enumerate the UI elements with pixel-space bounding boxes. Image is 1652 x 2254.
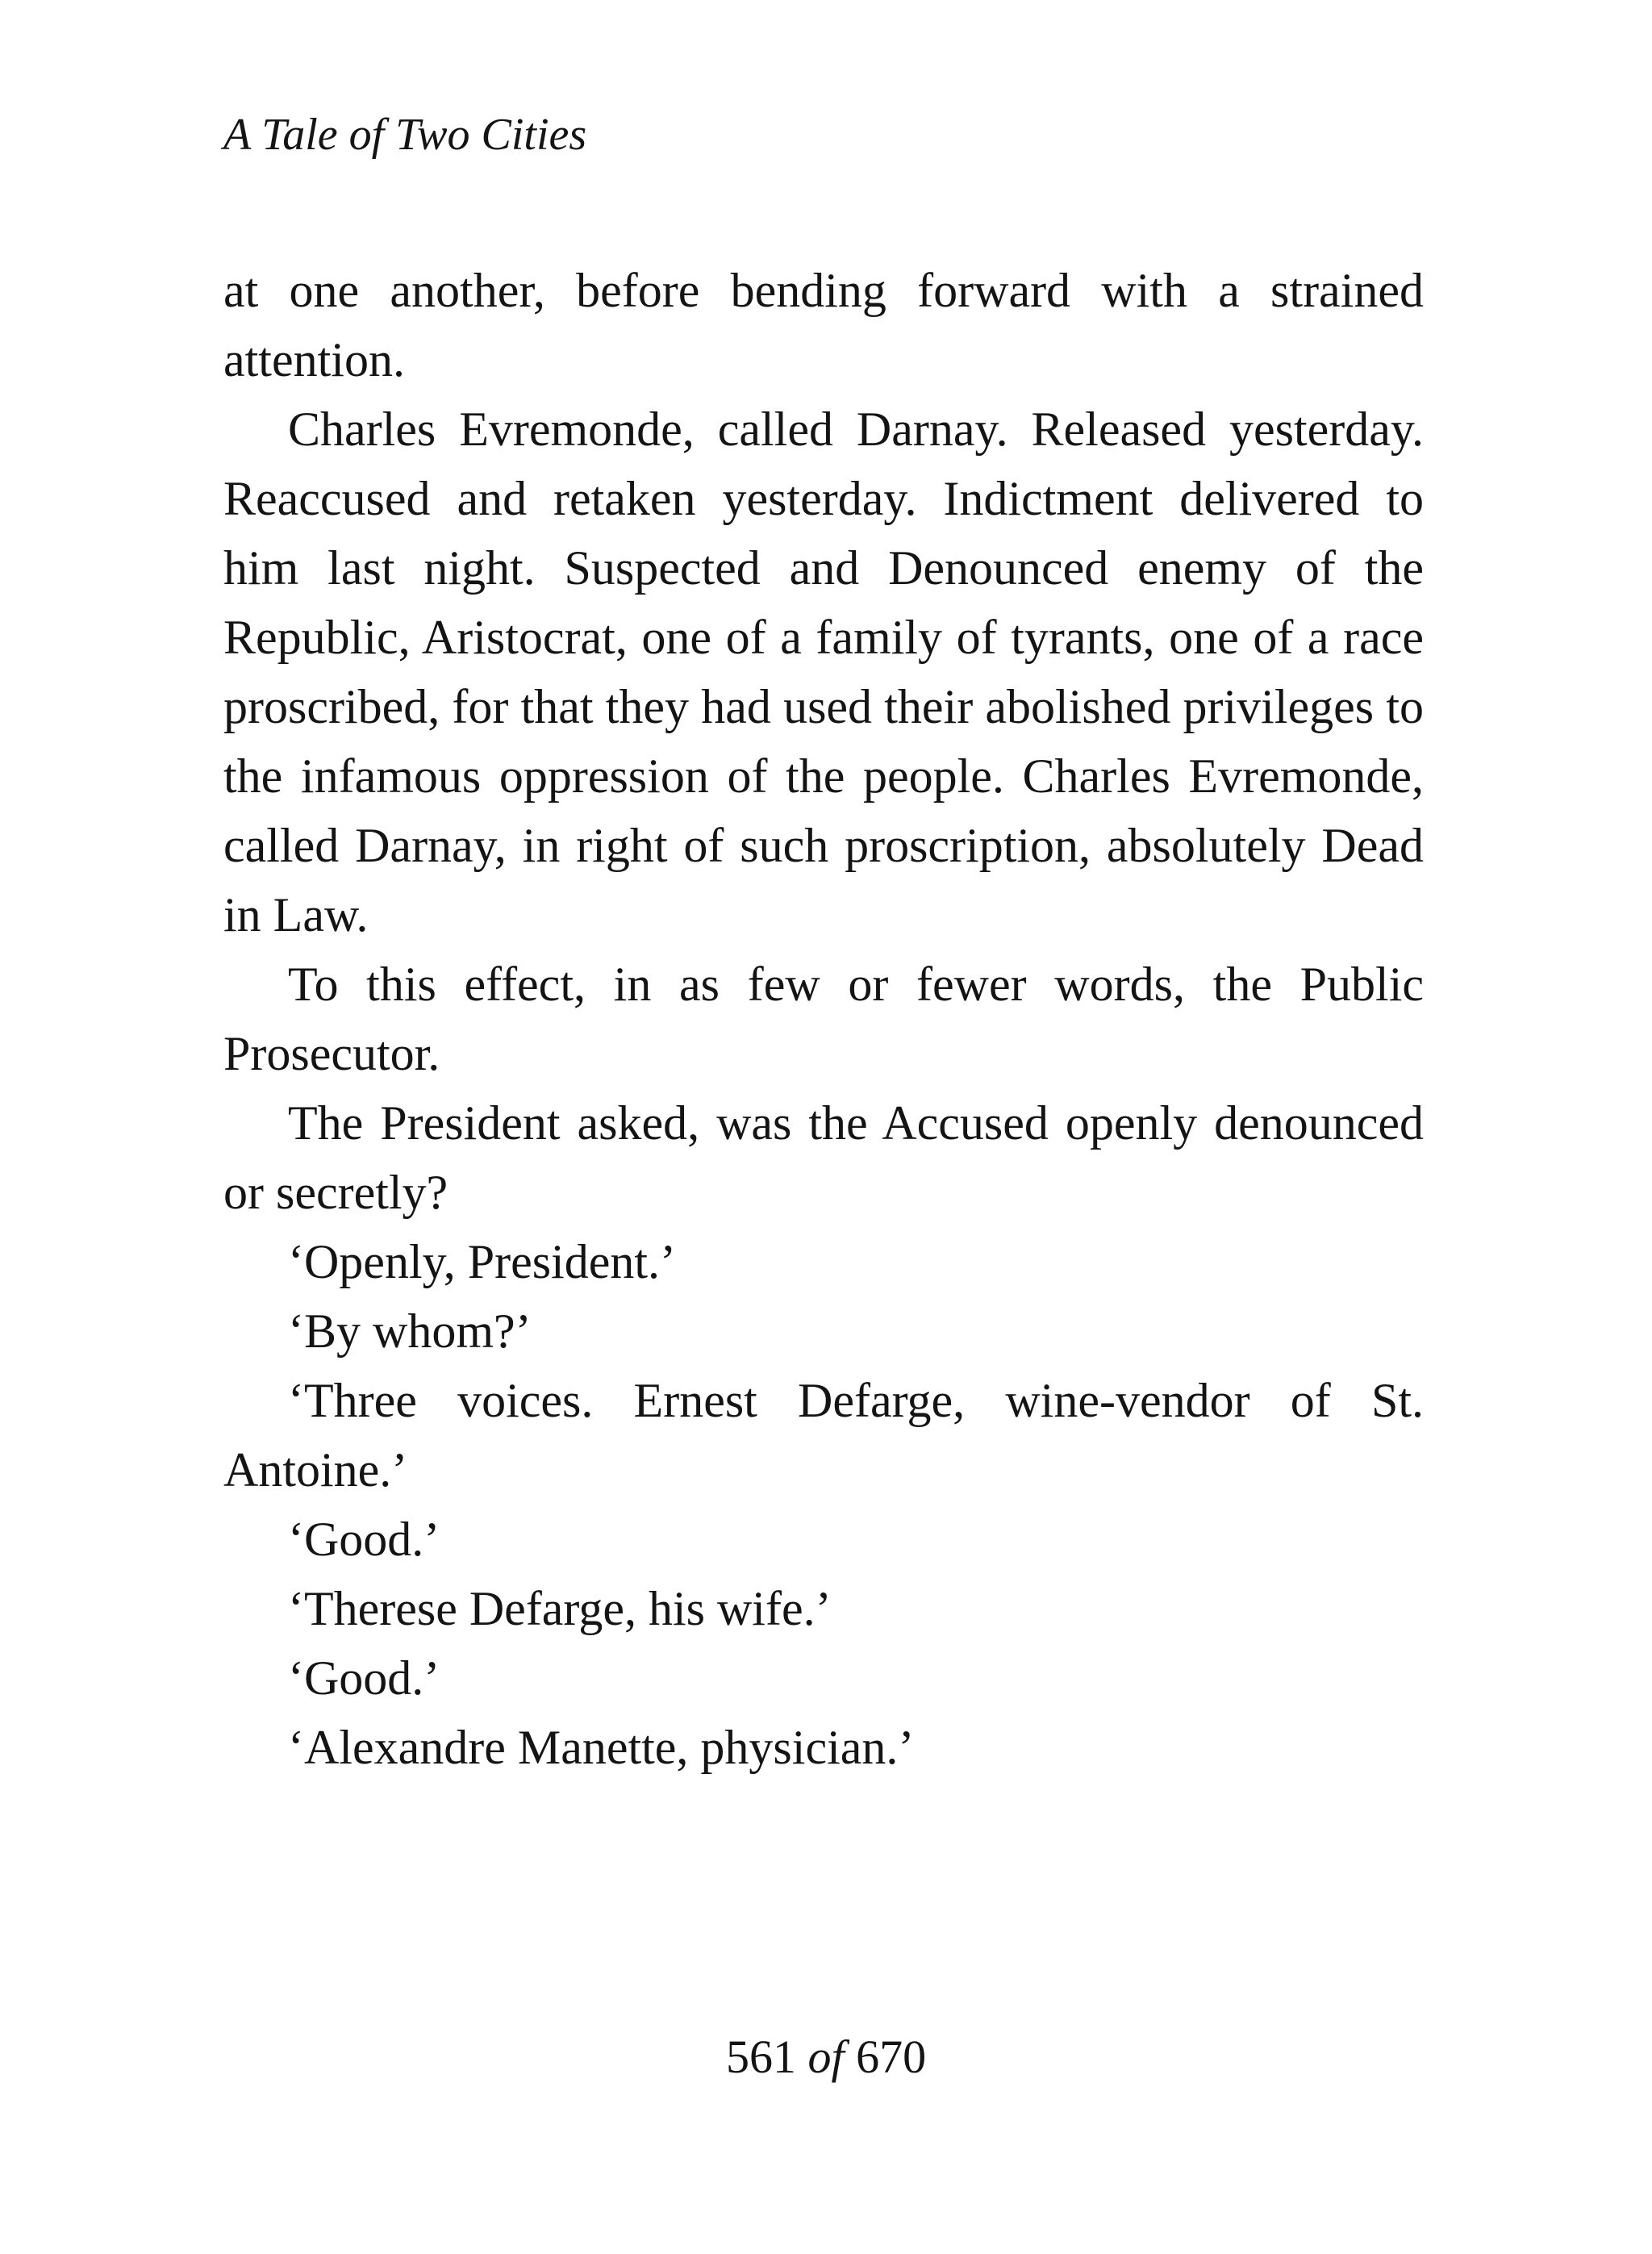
paragraph-continuation: at one another, before bending forward with a strained attention. xyxy=(223,264,1424,386)
dialogue-line: ‘By whom?’ xyxy=(288,1304,532,1358)
body-text xyxy=(223,256,1424,1782)
paragraph-indictment: Charles Evremonde, called Darnay. Released yesterday. Reaccused and retaken yesterday. Indictment delivered to him last night. Suspected and Denounced enemy of the Republic, Aristocrat, one of a family of tyrants, one of a race proscribed, for that they had used their abolished privileges to the infamous oppression of the people. Charles Evremonde, called Darnay, in right of such proscription, absolutely Dead in Law. xyxy=(223,403,1424,941)
dialogue-line: ‘Three voices. Ernest Defarge, wine-vendor of St. Antoine.’ xyxy=(223,1374,1424,1496)
dialogue-line: ‘Openly, President.’ xyxy=(288,1235,676,1288)
current-page: 561 xyxy=(725,2031,796,2083)
total-pages: 670 xyxy=(856,2031,927,2083)
page-number xyxy=(0,2025,1652,2089)
page-of-label: of xyxy=(807,2031,845,2083)
paragraph-president-question: The President asked, was the Accused openly denounced or secretly? xyxy=(223,1096,1424,1219)
dialogue-line: ‘Therese Defarge, his wife.’ xyxy=(288,1582,832,1635)
dialogue-line: ‘Good.’ xyxy=(288,1651,440,1705)
paragraph-prosecutor: To this effect, in as few or fewer words, the Public Prosecutor. xyxy=(223,958,1424,1080)
running-title: A Tale of Two Cities xyxy=(223,110,587,160)
dialogue-line: ‘Good.’ xyxy=(288,1513,440,1566)
dialogue-line: ‘Alexandre Manette, physician.’ xyxy=(288,1721,915,1774)
